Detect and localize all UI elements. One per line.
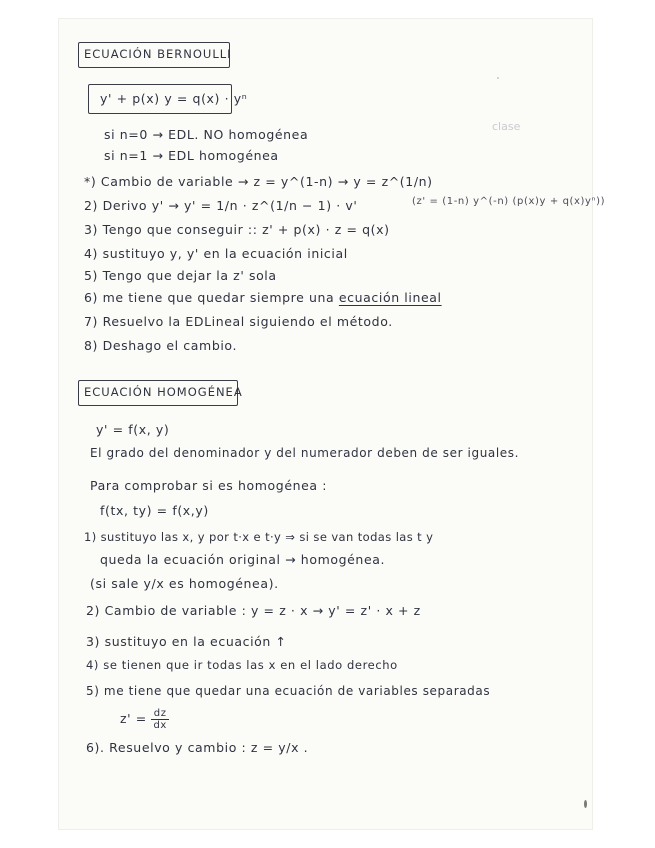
homogenea-step-2: 2) Cambio de variable : y = z · x → y' = z' · x + z: [86, 603, 421, 618]
homogenea-check-formula: f(tx, ty) = f(x,y): [100, 503, 209, 518]
homogenea-title: ECUACIÓN HOMOGÉNEA: [84, 385, 243, 399]
homogenea-definition: y' = f(x, y): [96, 422, 170, 437]
speck: [497, 77, 499, 79]
bernoulli-case-1: si n=1 → EDL homogénea: [104, 148, 279, 163]
bernoulli-step-4: 4) sustituyo y, y' en la ecuación inicial: [84, 246, 348, 261]
homogenea-z-derivative: [120, 708, 169, 731]
faint-label: clase: [492, 120, 521, 133]
z-prime-label: z' =: [120, 711, 147, 726]
speck: [584, 800, 587, 808]
homogenea-step-6: 6). Resuelvo y cambio : z = y/x .: [86, 740, 309, 755]
bernoulli-step-7: 7) Resuelvo la EDLineal siguiendo el método.: [84, 314, 393, 329]
bernoulli-step-6: [84, 290, 442, 305]
homogenea-step-1-line-2: queda la ecuación original → homogénea.: [100, 552, 386, 567]
homogenea-step-4: 4) se tienen que ir todas las x en el lado derecho: [86, 658, 398, 672]
homogenea-step-1-line-1: 1) sustituyo las x, y por t·x e t·y ⇒ si se van todas las t y: [84, 530, 434, 544]
homogenea-degree-note: El grado del denominador y del numerador deben de ser iguales.: [90, 446, 520, 460]
bernoulli-title: ECUACIÓN BERNOULLI: [84, 47, 232, 61]
bernoulli-step-6-text: 6) me tiene que quedar siempre una: [84, 290, 335, 305]
homogenea-check-title: Para comprobar si es homogénea :: [90, 478, 328, 493]
homogenea-step-1-line-3: (si sale y/x es homogénea).: [90, 576, 279, 591]
bernoulli-case-0: si n=0 → EDL. NO homogénea: [104, 127, 309, 142]
bernoulli-step-2: 2) Derivo y' → y' = 1/n · z^(1/n − 1) · v': [84, 198, 358, 213]
bernoulli-step-8: 8) Deshago el cambio.: [84, 338, 238, 353]
bernoulli-side-note: (z' = (1-n) y^(-n) (p(x)y + q(x)yⁿ)): [412, 196, 606, 207]
bernoulli-step-1: *) Cambio de variable → z = y^(1-n) → y = z^(1/n): [84, 174, 433, 189]
bernoulli-formula: y' + p(x) y = q(x) · yⁿ: [100, 91, 248, 106]
dz-dx-fraction: [151, 708, 168, 731]
bernoulli-step-5: 5) Tengo que dejar la z' sola: [84, 268, 277, 283]
homogenea-step-5: 5) me tiene que quedar una ecuación de variables separadas: [86, 684, 491, 698]
dz-numerator: dz: [151, 708, 168, 720]
homogenea-step-3: 3) sustituyo en la ecuación ↑: [86, 634, 287, 649]
bernoulli-step-3: 3) Tengo que conseguir :: z' + p(x) · z = q(x): [84, 222, 390, 237]
bernoulli-step-6-highlight: ecuación lineal: [338, 290, 442, 305]
dx-denominator: dx: [153, 720, 167, 731]
